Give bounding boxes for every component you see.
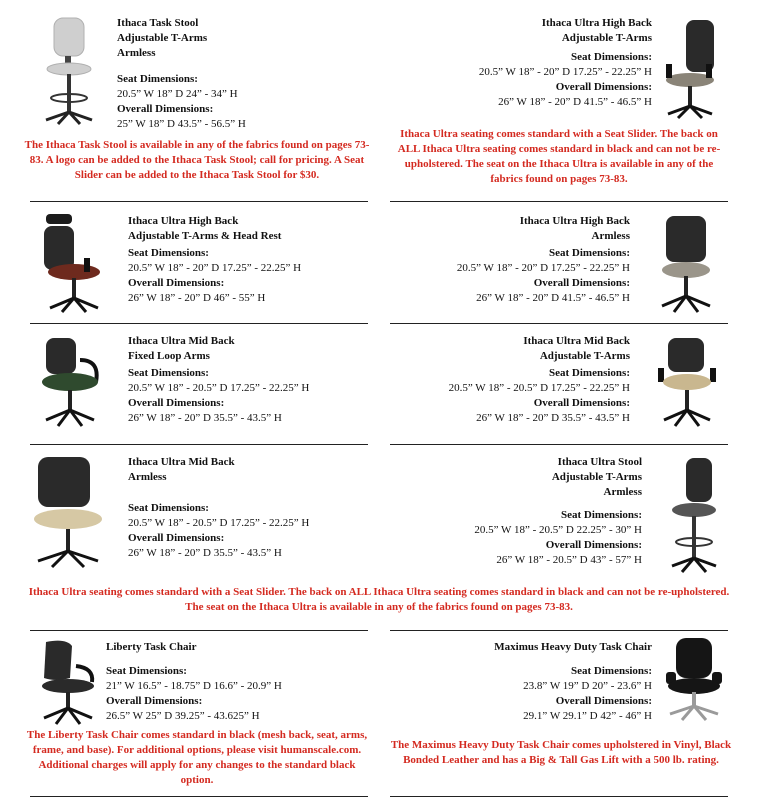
maximus-heavy-duty-chair-image [660,636,726,722]
overall-dimensions-label: Overall Dimensions: [106,695,203,707]
product-name: Liberty Task Chair [106,641,197,653]
divider [30,444,368,445]
overall-dimensions: 26” W 18” - 20” D 35.5” - 43.5” H [128,547,282,559]
ithaca-ultra-stool-image [664,456,726,574]
seat-dimensions-label: Seat Dimensions: [117,73,198,85]
ithaca-ultra-mid-back-armless-image [28,455,108,571]
note-ithaca-ultra: Ithaca Ultra seating comes standard with a Seat Slider. The back on ALL Ithaca Ultra seating comes standard in black and can not be re-upholstered. The seat on the Ithaca Ultra is available in any of the fabrics found on pages 73-83. [397,128,721,185]
seat-dimensions: 21” W 16.5” - 18.75” D 16.6” - 20.9” H [106,680,282,692]
task-stool-image [38,14,100,126]
overall-dimensions: 26” W 18” - 20” D 35.5” - 43.5” H [476,412,630,424]
product-subtitle: Armless [603,486,642,498]
product-subtitle: Adjustable T-Arms [561,32,652,44]
product-name: Maximus Heavy Duty Task Chair [494,641,652,653]
divider [390,201,728,202]
liberty-task-chair-image [36,638,102,726]
product-name: Ithaca Ultra Mid Back [128,335,235,347]
product-subtitle: Armless [117,47,156,59]
product-ithaca-ultra-stool [400,455,642,568]
seat-dimensions-label: Seat Dimensions: [128,502,209,514]
seat-dimensions: 20.5” W 18” - 20.5” D 17.25” - 22.25” H [128,382,310,394]
seat-dimensions-label: Seat Dimensions: [106,665,187,677]
product-name: Ithaca Ultra Mid Back [128,456,235,468]
seat-dimensions: 20.5” W 18” - 20” D 17.25” - 22.25” H [456,262,630,274]
product-liberty-task-chair [106,640,356,724]
seat-dimensions-label: Seat Dimensions: [128,367,209,379]
overall-dimensions-label: Overall Dimensions: [555,81,652,93]
product-name: Ithaca Ultra High Back [541,17,652,29]
product-ithaca-ultra-high-back-head-rest [128,214,368,306]
divider [30,201,368,202]
seat-dimensions: 20.5” W 18” - 20.5” D 17.25” - 22.25” H [128,517,310,529]
product-subtitle: Adjustable T-Arms [551,471,642,483]
product-subtitle: Armless [591,230,630,242]
seat-dimensions-label: Seat Dimensions: [571,51,652,63]
overall-dimensions: 29.1” W 29.1” D 42” - 46” H [523,710,652,722]
product-name: Ithaca Ultra High Back [519,215,630,227]
product-subtitle: Adjustable T-Arms [539,350,630,362]
overall-dimensions-label: Overall Dimensions: [128,277,225,289]
overall-dimensions-label: Overall Dimensions: [545,539,642,551]
overall-dimensions-label: Overall Dimensions: [128,532,225,544]
product-ithaca-ultra-mid-back-fixed-loop [128,334,368,426]
product-ithaca-ultra-mid-back-adj-t-arms [400,334,630,426]
overall-dimensions: 26” W 18” - 20” D 35.5” - 43.5” H [128,412,282,424]
product-subtitle: Fixed Loop Arms [128,350,210,362]
divider [390,796,728,797]
seat-dimensions: 20.5” W 18” D 24” - 34” H [117,88,238,100]
divider [390,444,728,445]
product-name: Ithaca Task Stool [117,17,199,29]
overall-dimensions: 26” W 18” - 20” D 46” - 55” H [128,292,266,304]
ithaca-ultra-high-back-armless-image [654,214,718,314]
product-maximus-heavy-duty-task-chair [420,640,652,724]
seat-dimensions-label: Seat Dimensions: [561,509,642,521]
ithaca-ultra-high-back-image [660,18,722,122]
ithaca-ultra-mid-back-t-arms-image [654,334,720,430]
note-maximus: The Maximus Heavy Duty Task Chair comes upholstered in Vinyl, Black Bonded Leather and has a Big & Tall Gas Lift with a 500 lb. rating. [390,739,732,766]
product-ithaca-ultra-high-back-adj-t-arms [400,16,652,110]
seat-dimensions-label: Seat Dimensions: [128,247,209,259]
seat-dimensions: 20.5” W 18” - 20.5” D 22.25” - 30” H [474,524,642,536]
overall-dimensions: 26.5” W 25” D 39.25” - 43.625” H [106,710,260,722]
seat-dimensions: 23.8” W 19” D 20” - 23.6” H [523,680,652,692]
product-subtitle: Adjustable T-Arms [117,32,208,44]
product-ithaca-task-stool [117,16,347,132]
overall-dimensions-label: Overall Dimensions: [555,695,652,707]
overall-dimensions: 26” W 18” - 20.5” D 43” - 57” H [496,554,642,566]
overall-dimensions: 25” W 18” D 43.5” - 56.5” H [117,118,246,130]
divider [30,630,368,631]
overall-dimensions-label: Overall Dimensions: [128,397,225,409]
note-liberty: The Liberty Task Chair comes standard in black (mesh back, seat, arms, frame, and base). For additional options, please visit humanscale.com. Additional charges will apply for any changes to the standard black option. [26,729,368,786]
overall-dimensions-label: Overall Dimensions: [533,397,630,409]
seat-dimensions: 20.5” W 18” - 20” D 17.25” - 22.25” H [128,262,302,274]
ithaca-ultra-head-rest-image [36,212,106,316]
seat-dimensions-label: Seat Dimensions: [549,367,630,379]
divider [30,796,368,797]
ithaca-ultra-mid-back-loop-image [34,334,108,430]
product-subtitle: Armless [128,471,167,483]
note-task-stool: The Ithaca Task Stool is available in any of the fabrics found on pages 73-83. A logo can be added to the Ithaca Task Stool; call for pricing. A Seat Slider can be added to the Ithaca Task Stool for $30. [24,139,370,181]
product-name: Ithaca Ultra Mid Back [523,335,630,347]
seat-dimensions-label: Seat Dimensions: [549,247,630,259]
product-name: Ithaca Ultra High Back [128,215,239,227]
overall-dimensions: 26” W 18” - 20” D 41.5” - 46.5” H [498,96,652,108]
divider [30,323,368,324]
note-ithaca-ultra-wide: Ithaca Ultra seating comes standard with a Seat Slider. The back on ALL Ithaca Ultra seating comes standard in black and can not be re-upholstered. The seat on the Ithaca Ultra is available in any of the fabrics found on pages 73-83. [28,586,730,613]
overall-dimensions-label: Overall Dimensions: [117,103,214,115]
product-ithaca-ultra-high-back-armless [400,214,630,306]
divider [390,323,728,324]
seat-dimensions: 20.5” W 18” - 20” D 17.25” - 22.25” H [478,66,652,78]
product-subtitle: Adjustable T-Arms & Head Rest [128,230,282,242]
overall-dimensions: 26” W 18” - 20” D 41.5” - 46.5” H [476,292,630,304]
product-ithaca-ultra-mid-back-armless [128,455,368,561]
seat-dimensions-label: Seat Dimensions: [571,665,652,677]
overall-dimensions-label: Overall Dimensions: [533,277,630,289]
divider [390,630,728,631]
product-name: Ithaca Ultra Stool [557,456,642,468]
seat-dimensions: 20.5” W 18” - 20.5” D 17.25” - 22.25” H [448,382,630,394]
